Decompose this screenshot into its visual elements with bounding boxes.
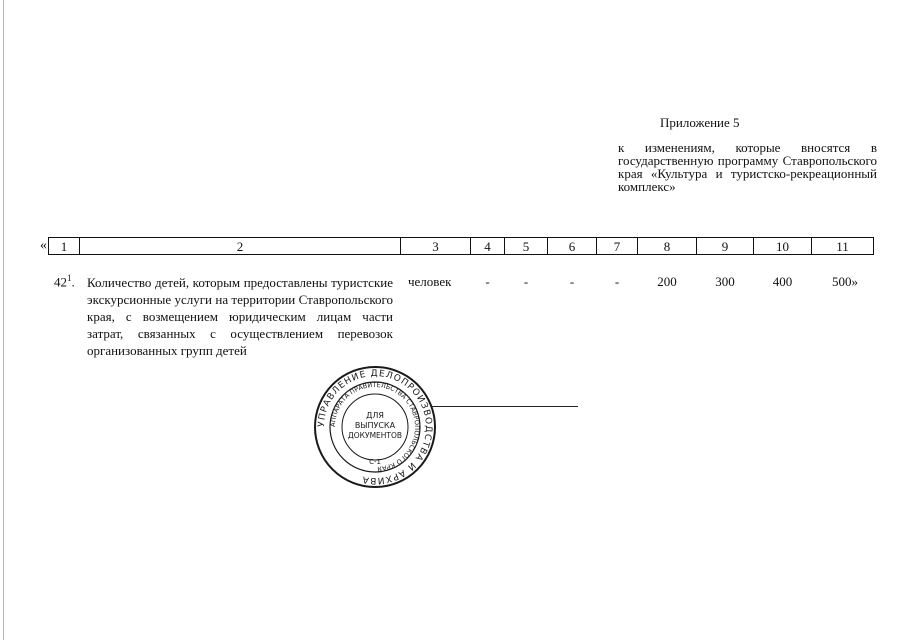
row-value-col-4: - bbox=[485, 274, 490, 289]
row-value-col-10: 400 bbox=[772, 274, 793, 289]
row-number-main: 42 bbox=[54, 274, 67, 290]
row-description: Количество детей, которым предоставлены туристские экскурсионные услуги на территории Ставропольского края, с возмещением юридическим лицам части затрат, связанных с осуществлением перевозок организованных групп детей bbox=[87, 275, 393, 358]
column-header-3: 3 bbox=[400, 237, 471, 255]
appendix-description: к изменениям, которые вносятся в государственную программу Ставропольского края «Культура и туристско-рекреационный комплекс» bbox=[618, 140, 877, 194]
signature-line bbox=[432, 406, 578, 407]
column-header-7: 7 bbox=[596, 237, 638, 255]
row-unit: человек bbox=[408, 274, 452, 289]
official-seal bbox=[313, 365, 437, 489]
seal-bottom-code: С-1 bbox=[369, 458, 381, 466]
seal-center-line-3: ДОКУМЕНТОВ bbox=[347, 431, 403, 440]
column-header-8: 8 bbox=[637, 237, 697, 255]
row-value-col-5: - bbox=[523, 274, 529, 289]
row-number-suffix: . bbox=[71, 274, 75, 290]
column-header-5: 5 bbox=[504, 237, 548, 255]
column-header-11: 11 bbox=[811, 237, 874, 255]
seal-inner-ring-text: АППАРАТА ПРАВИТЕЛЬСТВА СТАВРОПОЛЬСКОГО КРАЯ bbox=[328, 380, 422, 473]
table-open-quote: « bbox=[40, 238, 47, 253]
column-header-6: 6 bbox=[547, 237, 597, 255]
row-value-col-8: 200 bbox=[657, 274, 677, 289]
appendix-title: Приложение 5 bbox=[660, 115, 740, 130]
row-value-col-9: 300 bbox=[715, 274, 735, 289]
column-header-1: 1 bbox=[48, 237, 80, 255]
column-header-9: 9 bbox=[696, 237, 754, 255]
column-header-10: 10 bbox=[753, 237, 812, 255]
seal-center-line-1: ДЛЯ bbox=[366, 411, 384, 420]
row-number bbox=[54, 273, 75, 290]
row-value-col-11: 500» bbox=[832, 274, 858, 289]
row-value-col-7: - bbox=[614, 274, 620, 289]
row-number-superscript: 1 bbox=[67, 273, 72, 283]
seal-outer-text: УПРАВЛЕНИЕ ДЕЛОПРОИЗВОДСТВА И АРХИВА bbox=[316, 368, 434, 486]
seal-center-line-2: ВЫПУСКА bbox=[354, 421, 396, 430]
column-header-2: 2 bbox=[79, 237, 401, 255]
page-left-edge bbox=[3, 0, 4, 640]
row-value-col-6: - bbox=[569, 274, 575, 289]
column-header-4: 4 bbox=[470, 237, 505, 255]
